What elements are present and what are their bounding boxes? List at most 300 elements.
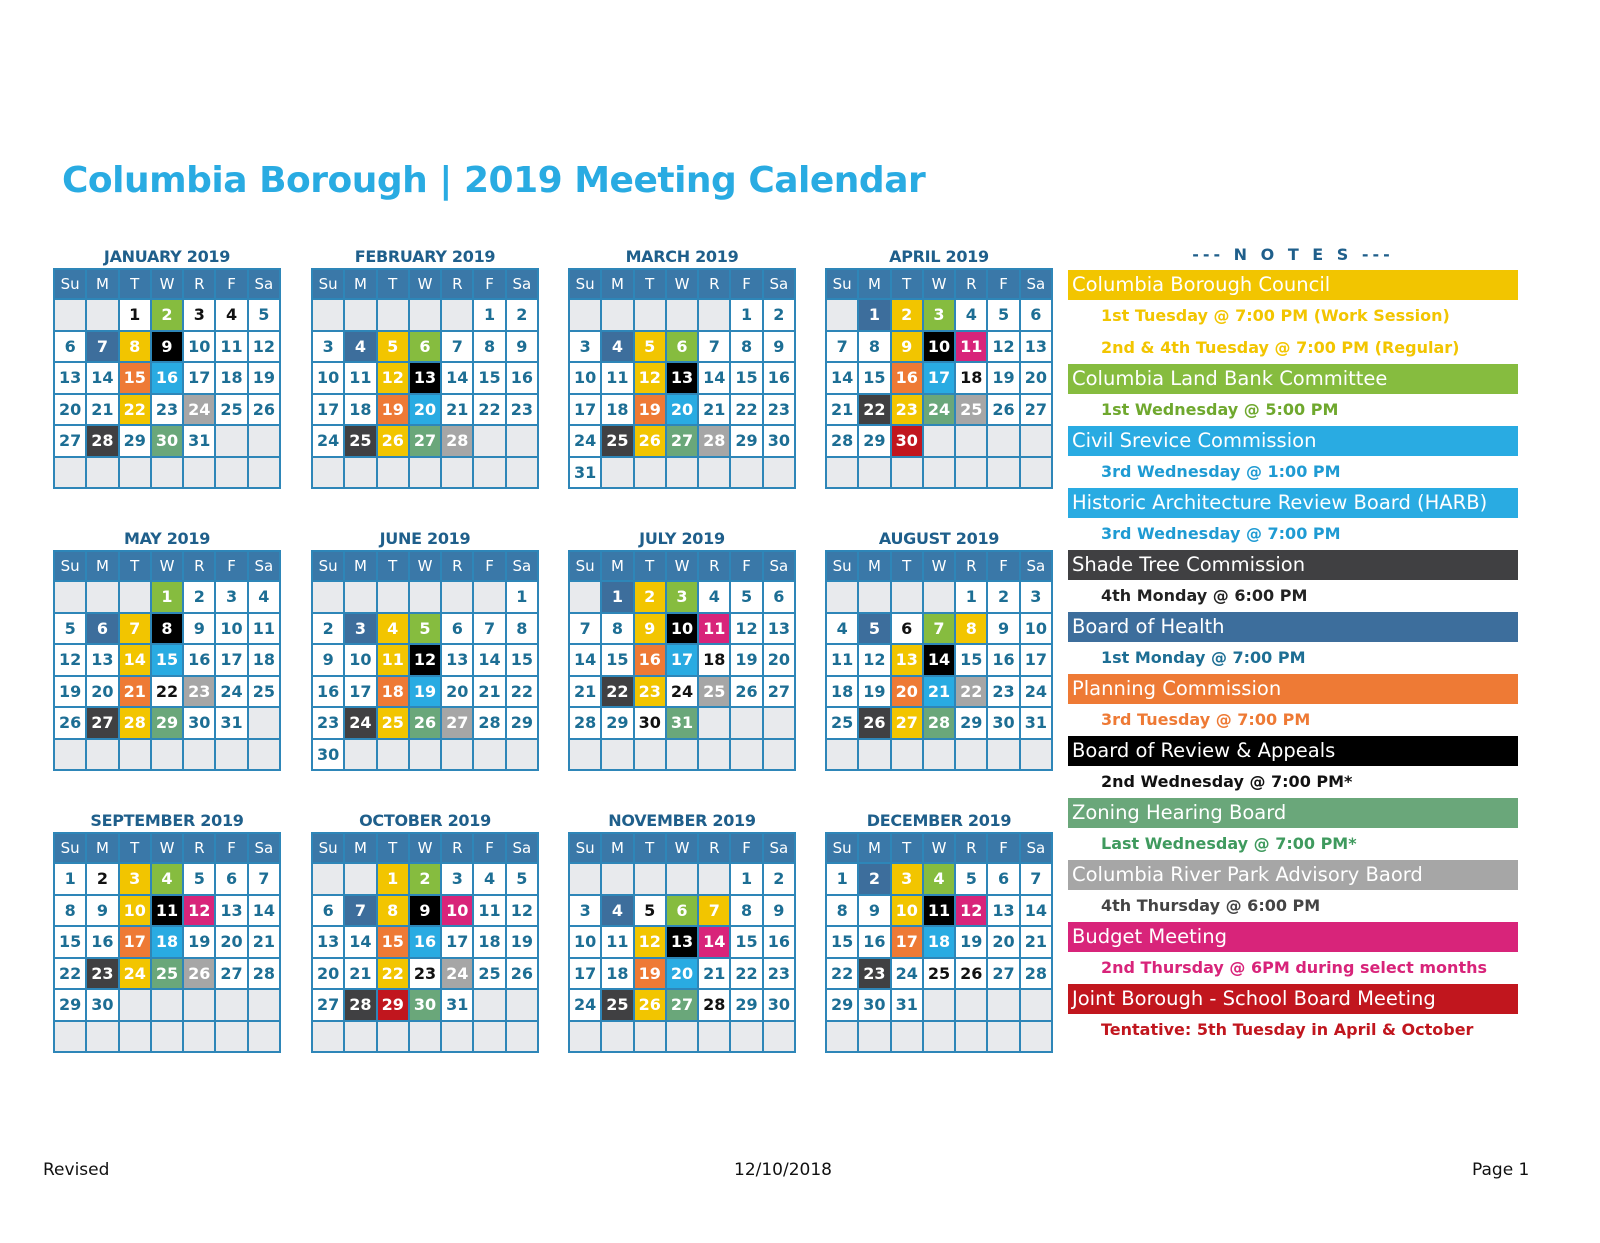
note-detail: 4th Monday @ 6:00 PM xyxy=(1101,586,1308,605)
day-cell: 29 xyxy=(602,708,632,738)
day-cell: 9 xyxy=(313,645,343,675)
day-cell: 3 xyxy=(345,614,375,644)
empty-cell xyxy=(87,582,117,612)
day-cell: 20 xyxy=(87,677,117,707)
day-cell: 22 xyxy=(731,959,761,989)
note-detail: 3rd Wednesday @ 1:00 PM xyxy=(1101,462,1341,481)
weekday-header: T xyxy=(892,270,922,298)
day-cell: 12 xyxy=(184,896,214,926)
day-cell: 24 xyxy=(442,959,472,989)
day-cell: 4 xyxy=(956,300,986,330)
weekday-header: F xyxy=(216,552,246,580)
day-cell: 20 xyxy=(55,395,85,425)
day-cell: 10 xyxy=(442,896,472,926)
empty-cell xyxy=(892,458,922,488)
empty-cell xyxy=(699,458,729,488)
note-detail: 3rd Wednesday @ 7:00 PM xyxy=(1101,524,1341,543)
empty-cell xyxy=(249,740,279,770)
day-cell: 20 xyxy=(442,677,472,707)
weekday-header: W xyxy=(667,552,697,580)
day-cell: 14 xyxy=(345,927,375,957)
day-cell: 2 xyxy=(152,300,182,330)
day-cell: 17 xyxy=(1021,645,1051,675)
month-name: AUGUST 2019 xyxy=(878,529,1000,548)
day-cell: 10 xyxy=(184,332,214,362)
month-calendar xyxy=(825,810,1053,1053)
day-cell: 19 xyxy=(635,395,665,425)
day-cell: 30 xyxy=(87,990,117,1020)
day-cell: 16 xyxy=(410,927,440,957)
empty-cell xyxy=(313,458,343,488)
day-cell: 18 xyxy=(924,927,954,957)
day-cell: 20 xyxy=(764,645,794,675)
day-cell: 5 xyxy=(635,332,665,362)
weekday-header: F xyxy=(731,552,761,580)
day-cell: 11 xyxy=(474,896,504,926)
day-cell: 6 xyxy=(87,614,117,644)
weekday-header: W xyxy=(152,834,182,862)
month-calendar xyxy=(568,810,796,1053)
empty-cell xyxy=(345,740,375,770)
day-cell: 16 xyxy=(152,363,182,393)
day-cell: 16 xyxy=(988,645,1018,675)
note-detail: 4th Thursday @ 6:00 PM xyxy=(1101,896,1321,915)
empty-cell xyxy=(87,458,117,488)
empty-cell xyxy=(924,740,954,770)
day-cell: 2 xyxy=(764,300,794,330)
day-cell: 8 xyxy=(120,332,150,362)
weekday-header: R xyxy=(699,552,729,580)
day-cell: 6 xyxy=(892,614,922,644)
day-cell: 17 xyxy=(184,363,214,393)
empty-cell xyxy=(1021,426,1051,456)
day-cell: 24 xyxy=(184,395,214,425)
day-cell: 2 xyxy=(764,864,794,894)
day-cell: 31 xyxy=(892,990,922,1020)
day-cell: 22 xyxy=(956,677,986,707)
day-cell: 1 xyxy=(507,582,537,612)
day-cell: 14 xyxy=(1021,896,1051,926)
day-cell: 17 xyxy=(120,927,150,957)
month-name: JULY 2019 xyxy=(639,529,725,548)
day-cell: 6 xyxy=(313,896,343,926)
day-cell: 23 xyxy=(892,395,922,425)
day-cell: 23 xyxy=(859,959,889,989)
day-cell: 27 xyxy=(442,708,472,738)
empty-cell xyxy=(699,1022,729,1052)
empty-cell xyxy=(55,458,85,488)
day-cell: 9 xyxy=(410,896,440,926)
day-cell: 3 xyxy=(1021,582,1051,612)
day-cell: 26 xyxy=(507,959,537,989)
day-cell: 24 xyxy=(892,959,922,989)
empty-cell xyxy=(120,1022,150,1052)
day-cell: 15 xyxy=(152,645,182,675)
day-cell: 27 xyxy=(892,708,922,738)
month-grid xyxy=(825,268,1053,489)
day-cell: 4 xyxy=(924,864,954,894)
day-cell: 12 xyxy=(378,363,408,393)
month-grid xyxy=(568,832,796,1053)
empty-cell xyxy=(184,740,214,770)
day-cell: 22 xyxy=(731,395,761,425)
day-cell: 21 xyxy=(699,395,729,425)
weekday-header: M xyxy=(345,552,375,580)
empty-cell xyxy=(924,582,954,612)
day-cell: 22 xyxy=(152,677,182,707)
day-cell: 11 xyxy=(827,645,857,675)
day-cell: 10 xyxy=(667,614,697,644)
day-cell: 15 xyxy=(602,645,632,675)
empty-cell xyxy=(635,740,665,770)
note-heading: Columbia River Park Advisory Baord xyxy=(1068,860,1518,890)
day-cell: 2 xyxy=(635,582,665,612)
empty-cell xyxy=(956,426,986,456)
note-detail: 1st Tuesday @ 7:00 PM (Work Session) xyxy=(1101,306,1450,325)
weekday-header: Su xyxy=(55,552,85,580)
empty-cell xyxy=(410,582,440,612)
day-cell: 13 xyxy=(55,363,85,393)
day-cell: 26 xyxy=(378,426,408,456)
day-cell: 20 xyxy=(410,395,440,425)
day-cell: 27 xyxy=(87,708,117,738)
weekday-header: M xyxy=(87,270,117,298)
weekday-header: T xyxy=(120,270,150,298)
day-cell: 13 xyxy=(892,645,922,675)
day-cell: 17 xyxy=(667,645,697,675)
empty-cell xyxy=(602,300,632,330)
day-cell: 1 xyxy=(474,300,504,330)
notes-panel xyxy=(1068,244,1518,1046)
empty-cell xyxy=(956,458,986,488)
weekday-header: W xyxy=(924,270,954,298)
day-cell: 5 xyxy=(507,864,537,894)
day-cell: 22 xyxy=(474,395,504,425)
weekday-header: Sa xyxy=(249,834,279,862)
day-cell: 16 xyxy=(313,677,343,707)
month-grid xyxy=(568,268,796,489)
empty-cell xyxy=(602,1022,632,1052)
day-cell: 9 xyxy=(764,332,794,362)
day-cell: 13 xyxy=(442,645,472,675)
empty-cell xyxy=(249,1022,279,1052)
day-cell: 14 xyxy=(87,363,117,393)
empty-cell xyxy=(988,990,1018,1020)
day-cell: 26 xyxy=(731,677,761,707)
weekday-header: W xyxy=(667,834,697,862)
day-cell: 7 xyxy=(120,614,150,644)
day-cell: 6 xyxy=(216,864,246,894)
day-cell: 4 xyxy=(152,864,182,894)
weekday-header: Sa xyxy=(507,552,537,580)
empty-cell xyxy=(184,1022,214,1052)
day-cell: 20 xyxy=(216,927,246,957)
day-cell: 5 xyxy=(378,332,408,362)
month-grid xyxy=(311,268,539,489)
day-cell: 11 xyxy=(152,896,182,926)
day-cell: 8 xyxy=(55,896,85,926)
day-cell: 1 xyxy=(152,582,182,612)
day-cell: 16 xyxy=(184,645,214,675)
weekday-header: Sa xyxy=(507,270,537,298)
month-name: JANUARY 2019 xyxy=(103,247,231,266)
day-cell: 23 xyxy=(635,677,665,707)
day-cell: 27 xyxy=(988,959,1018,989)
day-cell: 6 xyxy=(1021,300,1051,330)
day-cell: 17 xyxy=(442,927,472,957)
empty-cell xyxy=(827,582,857,612)
weekday-header: M xyxy=(859,834,889,862)
day-cell: 2 xyxy=(410,864,440,894)
day-cell: 16 xyxy=(764,927,794,957)
day-cell: 20 xyxy=(667,395,697,425)
day-cell: 16 xyxy=(892,363,922,393)
day-cell: 5 xyxy=(956,864,986,894)
day-cell: 3 xyxy=(313,332,343,362)
day-cell: 2 xyxy=(859,864,889,894)
empty-cell xyxy=(378,582,408,612)
day-cell: 25 xyxy=(152,959,182,989)
day-cell: 18 xyxy=(249,645,279,675)
day-cell: 1 xyxy=(859,300,889,330)
day-cell: 27 xyxy=(667,990,697,1020)
weekday-header: Sa xyxy=(764,552,794,580)
day-cell: 23 xyxy=(764,959,794,989)
weekday-header: Su xyxy=(570,552,600,580)
empty-cell xyxy=(378,458,408,488)
weekday-header: T xyxy=(635,552,665,580)
weekday-header: F xyxy=(731,834,761,862)
day-cell: 28 xyxy=(699,426,729,456)
month-calendar xyxy=(53,810,281,1053)
weekday-header: Su xyxy=(313,552,343,580)
day-cell: 1 xyxy=(827,864,857,894)
day-cell: 15 xyxy=(731,363,761,393)
empty-cell xyxy=(507,426,537,456)
day-cell: 8 xyxy=(474,332,504,362)
day-cell: 13 xyxy=(410,363,440,393)
weekday-header: W xyxy=(152,270,182,298)
day-cell: 6 xyxy=(442,614,472,644)
day-cell: 11 xyxy=(602,363,632,393)
day-cell: 23 xyxy=(313,708,343,738)
day-cell: 30 xyxy=(152,426,182,456)
day-cell: 6 xyxy=(55,332,85,362)
day-cell: 23 xyxy=(764,395,794,425)
day-cell: 21 xyxy=(924,677,954,707)
day-cell: 15 xyxy=(731,927,761,957)
empty-cell xyxy=(507,458,537,488)
day-cell: 12 xyxy=(988,332,1018,362)
weekday-header: M xyxy=(602,552,632,580)
empty-cell xyxy=(378,1022,408,1052)
day-cell: 31 xyxy=(184,426,214,456)
empty-cell xyxy=(602,458,632,488)
day-cell: 8 xyxy=(956,614,986,644)
day-cell: 18 xyxy=(345,395,375,425)
weekday-header: W xyxy=(152,552,182,580)
empty-cell xyxy=(313,864,343,894)
day-cell: 12 xyxy=(731,614,761,644)
day-cell: 3 xyxy=(570,896,600,926)
day-cell: 10 xyxy=(1021,614,1051,644)
day-cell: 15 xyxy=(378,927,408,957)
day-cell: 7 xyxy=(827,332,857,362)
day-cell: 25 xyxy=(474,959,504,989)
weekday-header: Sa xyxy=(1021,270,1051,298)
weekday-header: R xyxy=(699,834,729,862)
day-cell: 7 xyxy=(699,896,729,926)
day-cell: 19 xyxy=(55,677,85,707)
weekday-header: M xyxy=(345,270,375,298)
day-cell: 29 xyxy=(55,990,85,1020)
day-cell: 7 xyxy=(442,332,472,362)
day-cell: 31 xyxy=(570,458,600,488)
empty-cell xyxy=(667,1022,697,1052)
weekday-header: Su xyxy=(827,270,857,298)
day-cell: 7 xyxy=(249,864,279,894)
day-cell: 25 xyxy=(216,395,246,425)
day-cell: 22 xyxy=(378,959,408,989)
weekday-header: Sa xyxy=(764,834,794,862)
day-cell: 19 xyxy=(507,927,537,957)
note-detail: 2nd & 4th Tuesday @ 7:00 PM (Regular) xyxy=(1101,338,1460,357)
day-cell: 15 xyxy=(474,363,504,393)
day-cell: 1 xyxy=(602,582,632,612)
day-cell: 13 xyxy=(667,927,697,957)
empty-cell xyxy=(731,708,761,738)
day-cell: 9 xyxy=(87,896,117,926)
day-cell: 28 xyxy=(699,990,729,1020)
empty-cell xyxy=(249,990,279,1020)
day-cell: 17 xyxy=(313,395,343,425)
empty-cell xyxy=(87,1022,117,1052)
day-cell: 2 xyxy=(988,582,1018,612)
day-cell: 19 xyxy=(184,927,214,957)
day-cell: 7 xyxy=(87,332,117,362)
weekday-header: T xyxy=(378,270,408,298)
day-cell: 3 xyxy=(667,582,697,612)
day-cell: 13 xyxy=(313,927,343,957)
day-cell: 5 xyxy=(410,614,440,644)
empty-cell xyxy=(859,582,889,612)
weekday-header: F xyxy=(988,834,1018,862)
weekday-header: M xyxy=(345,834,375,862)
day-cell: 15 xyxy=(827,927,857,957)
empty-cell xyxy=(474,458,504,488)
day-cell: 23 xyxy=(87,959,117,989)
weekday-header: Su xyxy=(827,834,857,862)
day-cell: 20 xyxy=(892,677,922,707)
weekday-header: F xyxy=(216,270,246,298)
day-cell: 3 xyxy=(120,864,150,894)
day-cell: 28 xyxy=(570,708,600,738)
day-cell: 13 xyxy=(216,896,246,926)
day-cell: 26 xyxy=(859,708,889,738)
day-cell: 10 xyxy=(570,363,600,393)
day-cell: 26 xyxy=(410,708,440,738)
empty-cell xyxy=(635,458,665,488)
empty-cell xyxy=(120,458,150,488)
day-cell: 10 xyxy=(892,896,922,926)
weekday-header: T xyxy=(892,834,922,862)
day-cell: 31 xyxy=(216,708,246,738)
month-name: OCTOBER 2019 xyxy=(359,811,491,830)
weekday-header: F xyxy=(216,834,246,862)
day-cell: 6 xyxy=(667,332,697,362)
weekday-header: R xyxy=(956,834,986,862)
empty-cell xyxy=(442,458,472,488)
day-cell: 14 xyxy=(699,927,729,957)
empty-cell xyxy=(731,1022,761,1052)
day-cell: 20 xyxy=(313,959,343,989)
day-cell: 28 xyxy=(1021,959,1051,989)
weekday-header: T xyxy=(892,552,922,580)
day-cell: 3 xyxy=(184,300,214,330)
empty-cell xyxy=(87,740,117,770)
day-cell: 9 xyxy=(184,614,214,644)
day-cell: 11 xyxy=(924,896,954,926)
footer-revised: Revised xyxy=(43,1160,110,1180)
empty-cell xyxy=(602,864,632,894)
day-cell: 14 xyxy=(827,363,857,393)
day-cell: 1 xyxy=(731,300,761,330)
empty-cell xyxy=(249,426,279,456)
empty-cell xyxy=(956,990,986,1020)
day-cell: 26 xyxy=(988,395,1018,425)
empty-cell xyxy=(474,740,504,770)
empty-cell xyxy=(635,864,665,894)
empty-cell xyxy=(410,300,440,330)
day-cell: 19 xyxy=(249,363,279,393)
day-cell: 12 xyxy=(507,896,537,926)
day-cell: 22 xyxy=(120,395,150,425)
day-cell: 21 xyxy=(442,395,472,425)
day-cell: 17 xyxy=(924,363,954,393)
day-cell: 11 xyxy=(602,927,632,957)
day-cell: 4 xyxy=(827,614,857,644)
empty-cell xyxy=(55,300,85,330)
weekday-header: M xyxy=(87,834,117,862)
month-name: MARCH 2019 xyxy=(625,247,739,266)
empty-cell xyxy=(378,740,408,770)
day-cell: 25 xyxy=(249,677,279,707)
empty-cell xyxy=(827,740,857,770)
empty-cell xyxy=(410,458,440,488)
day-cell: 26 xyxy=(635,990,665,1020)
day-cell: 12 xyxy=(249,332,279,362)
empty-cell xyxy=(924,458,954,488)
day-cell: 9 xyxy=(988,614,1018,644)
empty-cell xyxy=(474,426,504,456)
day-cell: 26 xyxy=(55,708,85,738)
day-cell: 24 xyxy=(1021,677,1051,707)
day-cell: 28 xyxy=(249,959,279,989)
empty-cell xyxy=(442,740,472,770)
empty-cell xyxy=(1021,458,1051,488)
weekday-header: Sa xyxy=(764,270,794,298)
note-heading: Board of Health xyxy=(1068,612,1518,642)
day-cell: 13 xyxy=(764,614,794,644)
day-cell: 24 xyxy=(313,426,343,456)
empty-cell xyxy=(313,300,343,330)
month-calendar xyxy=(311,528,539,771)
note-heading: Joint Borough - School Board Meeting xyxy=(1068,984,1518,1014)
weekday-header: M xyxy=(602,834,632,862)
empty-cell xyxy=(216,740,246,770)
day-cell: 7 xyxy=(474,614,504,644)
day-cell: 18 xyxy=(216,363,246,393)
